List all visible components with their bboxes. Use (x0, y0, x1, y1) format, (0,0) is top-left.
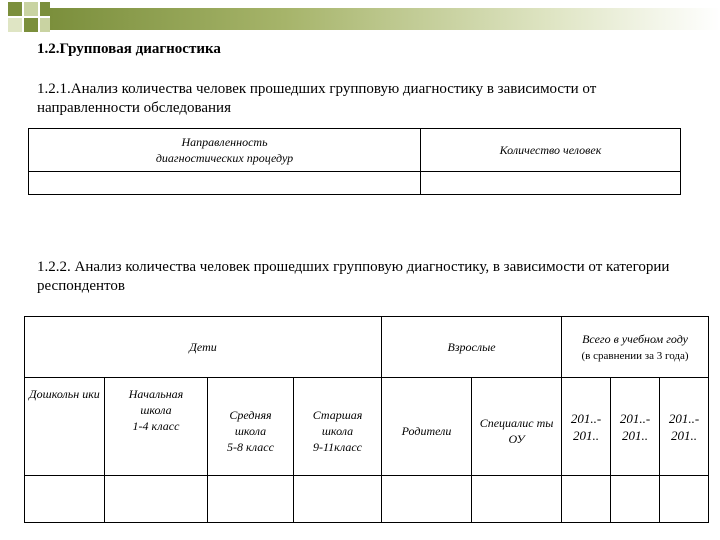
empty-cell[interactable] (382, 476, 472, 523)
empty-cell[interactable] (421, 172, 681, 195)
table-row (25, 317, 709, 378)
preschool-header: Дошкольн ики (25, 378, 105, 476)
table-row (29, 129, 681, 172)
empty-cell[interactable] (472, 476, 562, 523)
section-heading-1-2: 1.2.Групповая диагностика (37, 41, 221, 57)
table-row (25, 378, 709, 476)
parents-header: Родители (382, 378, 472, 476)
year-1-header: 201..- 201.. (562, 378, 611, 476)
respondents-table (24, 316, 709, 523)
specialists-header: Специалис ты ОУ (472, 378, 562, 476)
empty-cell[interactable] (611, 476, 660, 523)
primary-school-header: Начальная школа 1-4 класс (105, 378, 208, 476)
children-header: Дети (25, 317, 382, 378)
table-row (25, 476, 709, 523)
senior-school-header: Старшая школа 9-11класс (294, 378, 382, 476)
empty-cell[interactable] (29, 172, 421, 195)
empty-cell[interactable] (105, 476, 208, 523)
total-header: Всего в учебном году (в сравнении за 3 года) (562, 317, 709, 378)
table-row (29, 172, 681, 195)
direction-header-cell: Направленность диагностических процедур (29, 129, 421, 172)
empty-cell[interactable] (294, 476, 382, 523)
section-heading-1-2-2: 1.2.2. Анализ количества человек прошедших групповую диагностику, в зависимости от категории респондентов (37, 259, 670, 294)
empty-cell[interactable] (562, 476, 611, 523)
year-3-header: 201..- 201.. (660, 378, 709, 476)
empty-cell[interactable] (660, 476, 709, 523)
decorative-header-bar (0, 0, 720, 40)
count-header-cell: Количество человек (421, 129, 681, 172)
section-heading-1-2-1: 1.2.1.Анализ количества человек прошедших групповую диагностику в зависимости от направленности обследования (37, 81, 597, 116)
empty-cell[interactable] (25, 476, 105, 523)
year-2-header: 201..- 201.. (611, 378, 660, 476)
empty-cell[interactable] (208, 476, 294, 523)
direction-table (28, 128, 681, 195)
middle-school-header: Средняя школа 5-8 класс (208, 378, 294, 476)
adults-header: Взрослые (382, 317, 562, 378)
